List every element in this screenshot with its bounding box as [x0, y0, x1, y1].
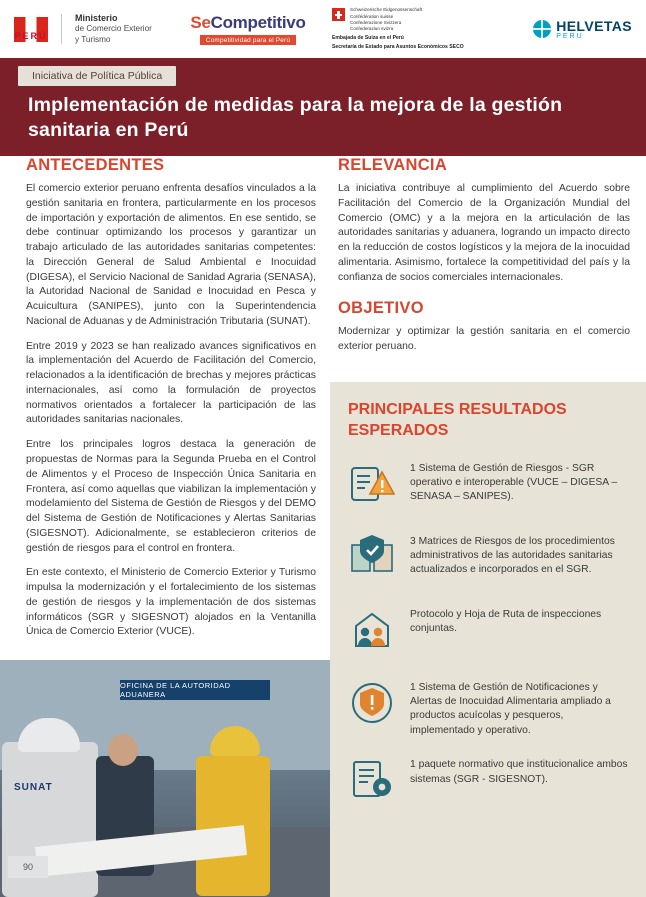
sunat-vest-label: SUNAT — [14, 782, 53, 793]
result-text: 1 paquete normativo que institucionalice ambos sistemas (SGR - SIGESNOT). — [410, 759, 628, 785]
resultados-heading-line2: ESPERADOS — [348, 421, 449, 439]
page-title: Implementación de medidas para la mejora de la gestión sanitaria en Perú — [28, 94, 563, 141]
document-gear-icon — [346, 754, 398, 811]
resultados-heading-line1: PRINCIPALES RESULTADOS — [348, 401, 567, 418]
risk-warning-icon — [346, 458, 398, 515]
result-text: 1 Sistema de Gestión de Notificaciones y Alertas de Inocuidad Alimentaria ampliado a productos acuícolas y pesqueros, implementado y operativo. — [410, 681, 611, 736]
secompetitivo-wordmark — [190, 13, 305, 33]
swiss-line-4: Confederaziun svizra — [350, 26, 394, 32]
swiss-seco-line: Secretaría de Estado para Asuntos Económicos SECO — [332, 43, 464, 50]
antecedentes-p1: El comercio exterior peruano enfrenta desafíos vinculados a la gestión sanitaria en frontera, particularmente en los procesos de importación y exportación de alimentos. En ese sentido, se debe continuar optimizando los procesos y garantizar un trabajo articulado de las autoridades sanitarias competentes: la Dirección General de Salud Ambiental e Inocuidad (DIGESA), el Servicio Nacional de Sanidad Agraria (SENASA), la Autoridad Nacional de Sanidad e Inocuidad en Pesca y Acuicultura (SANIPES), junto con la Superintendencia Nacional de Aduanas y de Administración Tributaria (SUNAT). — [26, 183, 316, 327]
resultados-panel — [330, 382, 646, 897]
swiss-embassy-line: Embajada de Suiza en el Perú — [332, 34, 404, 41]
alert-shield-icon — [346, 677, 398, 734]
helvetas-name: HELVETAS — [556, 17, 632, 34]
secompetitivo-competitivo: Competitivo — [210, 13, 306, 32]
result-item — [346, 604, 630, 661]
antecedentes-p4: En este contexto, el Ministerio de Comercio Exterior y Turismo impulsa la modernización y el fortalecimiento de los sistemas de gestión de riesgos y la implementación de dos sistemas informáticos (SGR y SIGESNOT) alojados en la Ventanilla Única de Comercio Exterior (VUCE). — [26, 567, 316, 638]
result-item — [346, 754, 630, 811]
resultados-heading — [348, 400, 628, 442]
logo-secompetitivo — [168, 13, 328, 45]
inspectors-icon — [346, 604, 398, 661]
result-item — [346, 531, 630, 588]
antecedentes-column — [26, 156, 316, 650]
initiative-badge: Iniciativa de Política Pública — [18, 66, 176, 86]
photo-badge-number: 90 — [8, 856, 48, 878]
relevancia-p1: La iniciativa contribuye al cumplimiento del Acuerdo sobre Facilitación del Comercio de la Organización Mundial del Comercio (OMC) y a la mejora en la articulación de las autoridades sanitarias y aduanera, logrando un impacto directo en la reducción de costos logísticos y la mejora de la inocuidad alimentaria. Asimismo, fortalece la competitividad del país y la confianza de socios comerciales internacionales. — [338, 183, 630, 283]
objetivo-p1: Modernizar y optimizar la gestión sanitaria en el comercio exterior peruano. — [338, 326, 630, 353]
peru-wordmark: PERÚ — [14, 30, 48, 41]
swiss-line-2: Confédération suisse — [350, 13, 394, 19]
ministry-line1: Ministerio — [75, 13, 118, 24]
title-block — [0, 58, 646, 156]
globe-icon — [533, 20, 551, 38]
logo-swiss-cooperation — [328, 7, 518, 51]
swiss-confederation-text — [350, 7, 422, 32]
result-text: Protocolo y Hoja de Ruta de inspecciones conjuntas. — [410, 608, 602, 634]
antecedentes-p3: Entre los principales logros destaca la generación de propuestas de Normas para la Segunda Prueba en el Control de Alimentos y el Proceso de Inspección Única Sanitaria en Frontera, así como aquellas que viabilizan la implementación y modelamiento del Sistema de Gestión de Riesgos y del DEMO del Sistema de Gestión de Notificaciones y Alertas Sanitarias (SIGESNOT). Adicionalmente, se establecieron criterios de gestión de riesgos para el control en frontera. — [26, 439, 316, 554]
customs-inspection-photo — [0, 660, 330, 897]
ministry-line3: y Turismo — [75, 34, 111, 44]
swiss-cross-icon — [332, 8, 345, 21]
ministry-line2: de Comercio Exterior — [75, 24, 152, 34]
logo-bar — [0, 0, 646, 58]
secompetitivo-tagline: Competitividad para el Perú — [200, 35, 296, 45]
photo-head-center — [108, 734, 138, 766]
result-text: 3 Matrices de Riesgos de los procedimientos administrativos de las autoridades sanitarias actualizados e incorporados en el SGR. — [410, 535, 615, 576]
shield-matrix-icon — [346, 531, 398, 588]
logo-peru — [0, 13, 168, 45]
logo-helvetas — [518, 19, 646, 40]
logo-divider — [61, 14, 62, 44]
peru-flag-icon — [14, 17, 48, 42]
relevancia-heading: RELEVANCIA — [338, 156, 448, 174]
antecedentes-heading: ANTECEDENTES — [26, 156, 165, 174]
result-item — [346, 677, 630, 739]
antecedentes-p2: Entre 2019 y 2023 se han realizado avances significativos en la implementación del Acuerdo de Facilitación del Comercio, relacionados a la identificación de brechas y mejores prácticas internacionales, así como la formulación de proyectos normativos orientados a fortalecer la participación de las autoridades sanitarias nacionales. — [26, 340, 316, 426]
relevancia-objetivo-column — [338, 156, 630, 365]
ministry-text — [75, 13, 152, 45]
photo-sign: OFICINA DE LA AUTORIDAD ADUANERA — [120, 680, 270, 700]
helvetas-country: PERU — [556, 32, 584, 40]
swiss-line-3: Confederazione Svizzera — [350, 19, 402, 25]
objetivo-heading: OBJETIVO — [338, 299, 424, 318]
swiss-line-1: Schweizerische Eidgenossenschaft — [350, 7, 423, 13]
result-text: 1 Sistema de Gestión de Riesgos - SGR operativo e interoperable (VUCE – DIGESA – SENASA – SANIPES). — [410, 462, 618, 503]
result-item — [346, 458, 630, 515]
secompetitivo-se: Se — [190, 13, 211, 32]
